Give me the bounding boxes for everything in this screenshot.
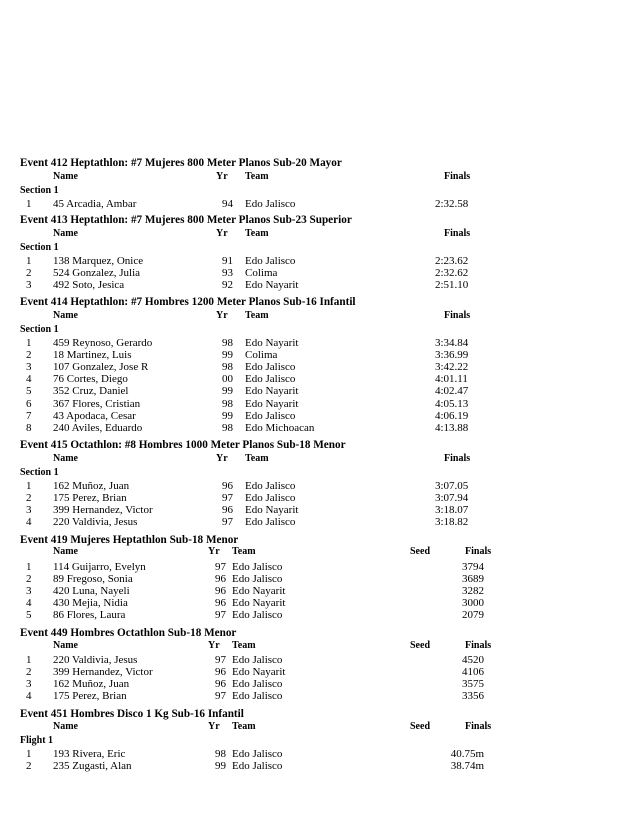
column-header-finals: Finals bbox=[465, 640, 492, 651]
finals-mark: 3:07.94 bbox=[435, 492, 469, 504]
place: 4 bbox=[26, 690, 32, 702]
column-header-yr: Yr bbox=[216, 310, 228, 321]
finals-mark: 4520 bbox=[462, 654, 484, 666]
finals-mark: 3:07.05 bbox=[435, 480, 469, 492]
athlete-year: 94 bbox=[222, 198, 233, 210]
athlete-name: 86 Flores, Laura bbox=[53, 609, 126, 621]
finals-mark: 3575 bbox=[462, 678, 484, 690]
finals-mark: 3689 bbox=[462, 573, 484, 585]
athlete-name: 89 Fregoso, Sonia bbox=[53, 573, 133, 585]
athlete-name: 240 Aviles, Eduardo bbox=[53, 422, 143, 434]
athlete-name: 45 Arcadia, Ambar bbox=[53, 198, 137, 210]
event-title: Event 449 Hombres Octathlon Sub-18 Menor bbox=[20, 627, 237, 639]
finals-mark: 4:02.47 bbox=[435, 385, 469, 397]
team: Edo Nayarit bbox=[232, 666, 286, 678]
finals-mark: 4:06.19 bbox=[435, 410, 469, 422]
athlete-name: 162 Muñoz, Juan bbox=[53, 480, 130, 492]
team: Edo Jalisco bbox=[245, 480, 296, 492]
place: 2 bbox=[26, 573, 32, 585]
athlete-year: 99 bbox=[222, 385, 233, 397]
place: 2 bbox=[26, 492, 32, 504]
athlete-name: 43 Apodaca, Cesar bbox=[53, 410, 136, 422]
athlete-year: 97 bbox=[215, 609, 226, 621]
column-header-seed: Seed bbox=[410, 546, 430, 557]
athlete-year: 91 bbox=[222, 255, 233, 267]
column-header-team: Team bbox=[232, 640, 256, 651]
place: 1 bbox=[26, 198, 32, 210]
finals-mark: 2:23.62 bbox=[435, 255, 469, 267]
athlete-name: 138 Marquez, Onice bbox=[53, 255, 144, 267]
athlete-name: 492 Soto, Jesica bbox=[53, 279, 125, 291]
section-label: Flight 1 bbox=[20, 735, 54, 746]
finals-mark: 3794 bbox=[462, 561, 484, 573]
finals-mark: 4:13.88 bbox=[435, 422, 469, 434]
athlete-name: 175 Perez, Brian bbox=[53, 690, 127, 702]
finals-mark: 3:18.82 bbox=[435, 516, 469, 528]
finals-mark: 3282 bbox=[462, 585, 484, 597]
athlete-year: 98 bbox=[222, 337, 233, 349]
column-header-yr: Yr bbox=[216, 453, 228, 464]
athlete-year: 96 bbox=[215, 678, 226, 690]
athlete-year: 96 bbox=[215, 573, 226, 585]
event-title: Event 412 Heptathlon: #7 Mujeres 800 Meter Planos Sub-20 Mayor bbox=[20, 157, 342, 169]
team: Edo Jalisco bbox=[245, 361, 296, 373]
finals-mark: 3000 bbox=[462, 597, 484, 609]
team: Edo Jalisco bbox=[232, 678, 283, 690]
athlete-year: 97 bbox=[215, 690, 226, 702]
place: 5 bbox=[26, 385, 32, 397]
column-header-yr: Yr bbox=[208, 640, 220, 651]
team: Colima bbox=[245, 349, 278, 361]
athlete-year: 97 bbox=[215, 654, 226, 666]
athlete-name: 76 Cortes, Diego bbox=[53, 373, 128, 385]
column-header-team: Team bbox=[245, 310, 269, 321]
place: 2 bbox=[26, 760, 32, 772]
team: Edo Jalisco bbox=[232, 760, 283, 772]
place: 1 bbox=[26, 561, 32, 573]
event-title: Event 414 Heptathlon: #7 Hombres 1200 Meter Planos Sub-16 Infantil bbox=[20, 296, 356, 308]
finals-mark: 3:36.99 bbox=[435, 349, 469, 361]
place: 4 bbox=[26, 373, 32, 385]
place: 5 bbox=[26, 609, 32, 621]
team: Edo Jalisco bbox=[232, 654, 283, 666]
place: 6 bbox=[26, 398, 32, 410]
finals-mark: 2079 bbox=[462, 609, 484, 621]
place: 4 bbox=[26, 516, 32, 528]
event-title: Event 413 Heptathlon: #7 Mujeres 800 Meter Planos Sub-23 Superior bbox=[20, 214, 352, 226]
athlete-name: 235 Zugasti, Alan bbox=[53, 760, 132, 772]
column-header-name: Name bbox=[53, 721, 78, 732]
place: 2 bbox=[26, 349, 32, 361]
team: Edo Jalisco bbox=[245, 198, 296, 210]
team: Edo Jalisco bbox=[245, 373, 296, 385]
athlete-year: 00 bbox=[222, 373, 233, 385]
finals-mark: 4106 bbox=[462, 666, 484, 678]
team: Edo Jalisco bbox=[232, 690, 283, 702]
event-title: Event 415 Octathlon: #8 Hombres 1000 Meter Planos Sub-18 Menor bbox=[20, 439, 346, 451]
section-label: Section 1 bbox=[20, 242, 59, 253]
finals-mark: 38.74m bbox=[450, 760, 484, 772]
place: 3 bbox=[26, 279, 32, 291]
place: 1 bbox=[26, 654, 32, 666]
athlete-year: 96 bbox=[215, 597, 226, 609]
column-header-yr: Yr bbox=[216, 171, 228, 182]
athlete-name: 430 Mejia, Nidia bbox=[53, 597, 128, 609]
athlete-year: 97 bbox=[222, 492, 233, 504]
athlete-name: 524 Gonzalez, Julia bbox=[53, 267, 141, 279]
athlete-year: 96 bbox=[222, 504, 233, 516]
finals-mark: 3356 bbox=[462, 690, 484, 702]
athlete-name: 459 Reynoso, Gerardo bbox=[53, 337, 153, 349]
team: Edo Jalisco bbox=[245, 516, 296, 528]
athlete-year: 97 bbox=[222, 516, 233, 528]
column-header-name: Name bbox=[53, 546, 78, 557]
team: Edo Jalisco bbox=[245, 492, 296, 504]
column-header-name: Name bbox=[53, 310, 78, 321]
column-header-finals: Finals bbox=[444, 453, 471, 464]
team: Edo Nayarit bbox=[245, 279, 299, 291]
team: Colima bbox=[245, 267, 278, 279]
place: 7 bbox=[26, 410, 32, 422]
athlete-name: 220 Valdivia, Jesus bbox=[53, 654, 138, 666]
athlete-name: 399 Hernandez, Victor bbox=[53, 666, 153, 678]
place: 8 bbox=[26, 422, 32, 434]
team: Edo Nayarit bbox=[245, 504, 299, 516]
athlete-name: 18 Martinez, Luis bbox=[53, 349, 132, 361]
place: 3 bbox=[26, 361, 32, 373]
column-header-finals: Finals bbox=[444, 310, 471, 321]
finals-mark: 2:32.62 bbox=[435, 267, 469, 279]
column-header-team: Team bbox=[245, 228, 269, 239]
finals-mark: 3:18.07 bbox=[435, 504, 469, 516]
column-header-yr: Yr bbox=[208, 546, 220, 557]
athlete-year: 98 bbox=[215, 748, 226, 760]
athlete-year: 93 bbox=[222, 267, 233, 279]
team: Edo Nayarit bbox=[232, 597, 286, 609]
athlete-name: 420 Luna, Nayeli bbox=[53, 585, 130, 597]
finals-mark: 4:05.13 bbox=[435, 398, 469, 410]
column-header-finals: Finals bbox=[465, 721, 492, 732]
athlete-year: 99 bbox=[222, 349, 233, 361]
athlete-year: 99 bbox=[222, 410, 233, 422]
team: Edo Nayarit bbox=[245, 385, 299, 397]
athlete-year: 98 bbox=[222, 398, 233, 410]
column-header-name: Name bbox=[53, 453, 78, 464]
finals-mark: 2:51.10 bbox=[435, 279, 469, 291]
section-label: Section 1 bbox=[20, 185, 59, 196]
team: Edo Jalisco bbox=[232, 748, 283, 760]
athlete-name: 220 Valdivia, Jesus bbox=[53, 516, 138, 528]
finals-mark: 3:42.22 bbox=[435, 361, 469, 373]
athlete-name: 399 Hernandez, Victor bbox=[53, 504, 153, 516]
team: Edo Nayarit bbox=[232, 585, 286, 597]
place: 2 bbox=[26, 267, 32, 279]
team: Edo Jalisco bbox=[245, 255, 296, 267]
team: Edo Jalisco bbox=[232, 609, 283, 621]
place: 3 bbox=[26, 585, 32, 597]
place: 2 bbox=[26, 666, 32, 678]
column-header-team: Team bbox=[245, 453, 269, 464]
finals-mark: 4:01.11 bbox=[435, 373, 468, 385]
team: Edo Nayarit bbox=[245, 337, 299, 349]
place: 1 bbox=[26, 748, 32, 760]
event-title: Event 451 Hombres Disco 1 Kg Sub-16 Infantil bbox=[20, 708, 244, 720]
place: 3 bbox=[26, 678, 32, 690]
athlete-year: 96 bbox=[215, 585, 226, 597]
finals-mark: 3:34.84 bbox=[435, 337, 469, 349]
athlete-name: 367 Flores, Cristian bbox=[53, 398, 141, 410]
column-header-yr: Yr bbox=[208, 721, 220, 732]
column-header-yr: Yr bbox=[216, 228, 228, 239]
athlete-name: 193 Rivera, Eric bbox=[53, 748, 126, 760]
athlete-year: 98 bbox=[222, 361, 233, 373]
team: Edo Jalisco bbox=[232, 573, 283, 585]
column-header-name: Name bbox=[53, 228, 78, 239]
column-header-team: Team bbox=[232, 546, 256, 557]
place: 3 bbox=[26, 504, 32, 516]
athlete-year: 99 bbox=[215, 760, 226, 772]
column-header-finals: Finals bbox=[465, 546, 492, 557]
athlete-year: 96 bbox=[222, 480, 233, 492]
team: Edo Jalisco bbox=[232, 561, 283, 573]
place: 1 bbox=[26, 255, 32, 267]
event-title: Event 419 Mujeres Heptathlon Sub-18 Menor bbox=[20, 534, 239, 546]
column-header-seed: Seed bbox=[410, 640, 430, 651]
athlete-year: 97 bbox=[215, 561, 226, 573]
athlete-name: 162 Muñoz, Juan bbox=[53, 678, 130, 690]
athlete-name: 107 Gonzalez, Jose R bbox=[53, 361, 149, 373]
column-header-team: Team bbox=[245, 171, 269, 182]
column-header-finals: Finals bbox=[444, 171, 471, 182]
athlete-year: 92 bbox=[222, 279, 233, 291]
athlete-name: 175 Perez, Brian bbox=[53, 492, 127, 504]
athlete-year: 98 bbox=[222, 422, 233, 434]
place: 1 bbox=[26, 480, 32, 492]
team: Edo Michoacan bbox=[245, 422, 315, 434]
finals-mark: 2:32.58 bbox=[435, 198, 469, 210]
athlete-name: 114 Guijarro, Evelyn bbox=[53, 561, 146, 573]
team: Edo Nayarit bbox=[245, 398, 299, 410]
athlete-name: 352 Cruz, Daniel bbox=[53, 385, 129, 397]
place: 4 bbox=[26, 597, 32, 609]
column-header-name: Name bbox=[53, 640, 78, 651]
column-header-finals: Finals bbox=[444, 228, 471, 239]
finals-mark: 40.75m bbox=[450, 748, 484, 760]
column-header-name: Name bbox=[53, 171, 78, 182]
place: 1 bbox=[26, 337, 32, 349]
section-label: Section 1 bbox=[20, 324, 59, 335]
athlete-year: 96 bbox=[215, 666, 226, 678]
section-label: Section 1 bbox=[20, 467, 59, 478]
team: Edo Jalisco bbox=[245, 410, 296, 422]
column-header-seed: Seed bbox=[410, 721, 430, 732]
column-header-team: Team bbox=[232, 721, 256, 732]
